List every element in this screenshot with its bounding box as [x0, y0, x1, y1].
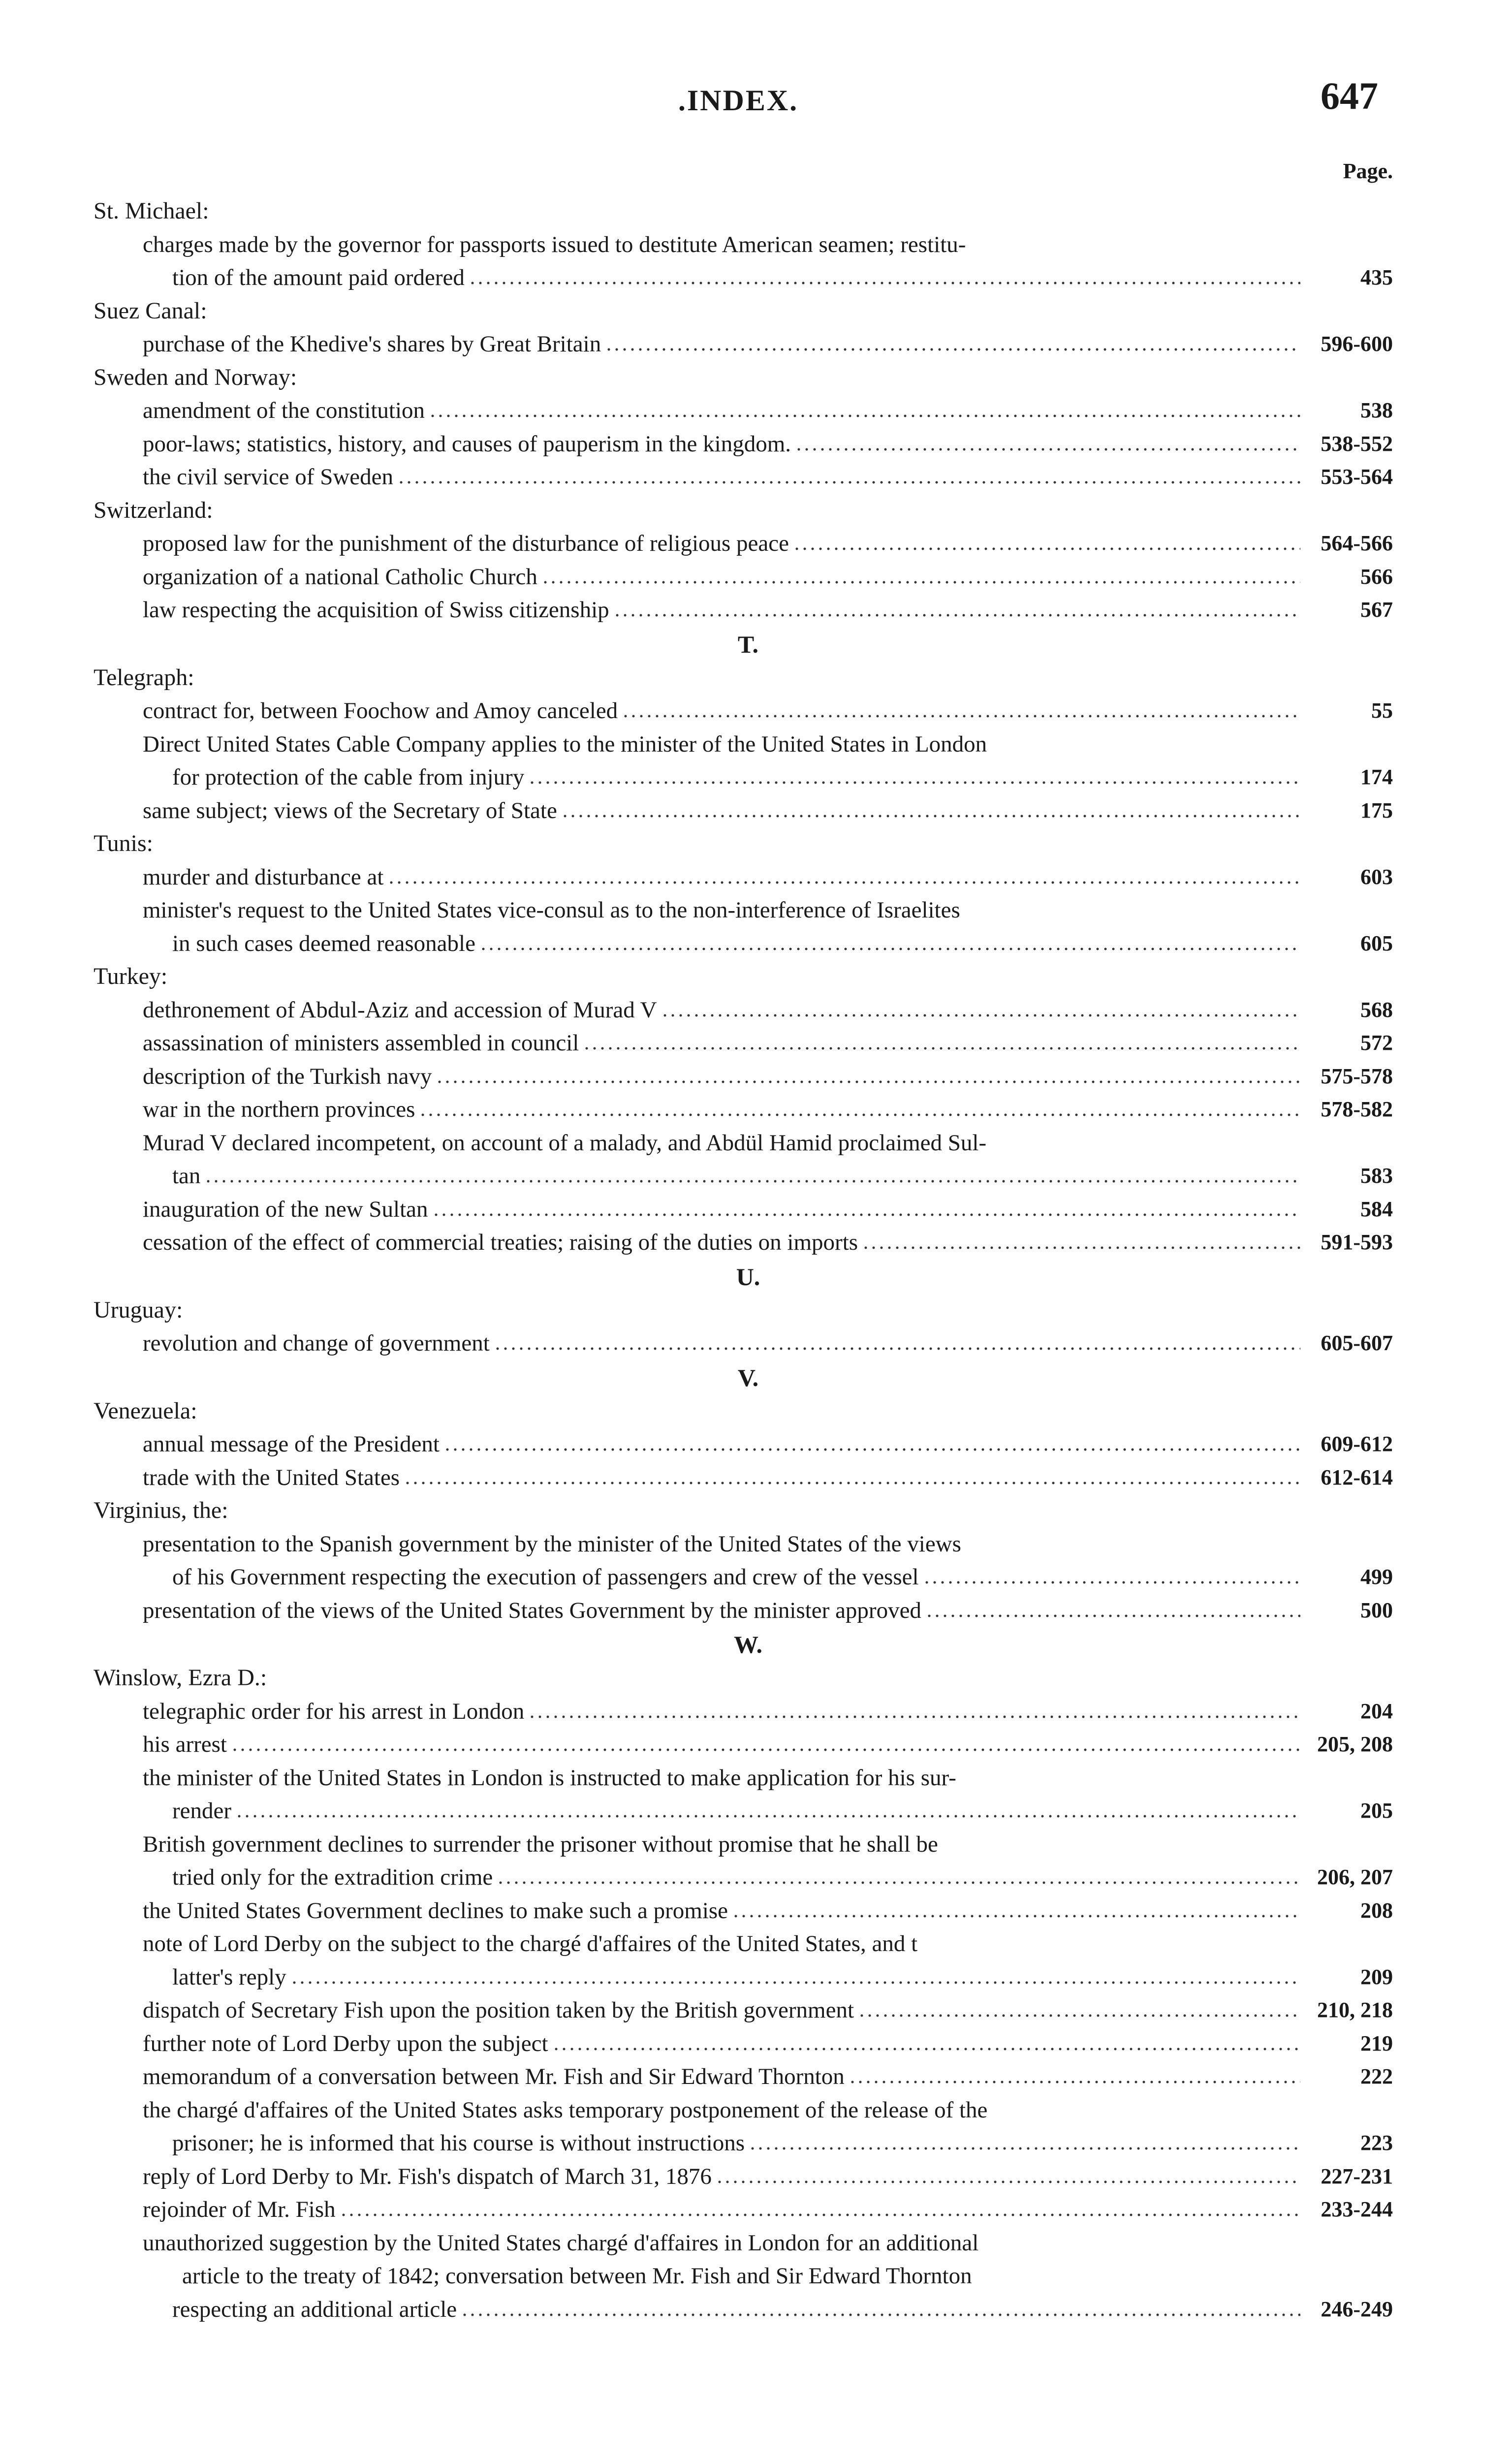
dot-leader: [461, 2313, 1300, 2317]
page-reference: 591-593: [1321, 1230, 1393, 1254]
page-reference: 222: [1360, 2064, 1393, 2088]
index-heading: Telegraph:: [94, 664, 194, 691]
index-entry-text: minister's request to the United States vice-consul as to the non-interference of Israelites: [143, 897, 960, 923]
index-entry-text: latter's reply: [172, 1964, 286, 1990]
index-entry: [143, 560, 1393, 594]
index-entry: [143, 394, 1393, 427]
dot-leader: [622, 714, 1300, 718]
index-entry-text: note of Lord Derby on the subject to the chargé d'affaires of the United States, and t: [143, 1931, 918, 1956]
section-letter: V.: [737, 1363, 759, 1391]
page-reference: 605-607: [1321, 1331, 1393, 1355]
dot-leader: [561, 814, 1300, 818]
dot-leader: [795, 447, 1300, 451]
page-reference: 227-231: [1321, 2164, 1393, 2188]
index-entry-text: prisoner; he is informed that his course is without instructions: [172, 2130, 745, 2156]
index-entry-text: the chargé d'affaires of the United States asks temporary postponement of the release of the: [143, 2097, 988, 2123]
index-entry-text: Direct United States Cable Company applies to the minister of the United States in London: [143, 731, 987, 757]
page-reference: 609-612: [1321, 1432, 1393, 1456]
index-entry-text: rejoinder of Mr. Fish: [143, 2197, 336, 2222]
page-reference: 578-582: [1321, 1097, 1393, 1121]
page-reference: 205, 208: [1317, 1732, 1393, 1756]
dot-leader: [613, 613, 1300, 617]
index-entry-text: dispatch of Secretary Fish upon the position taken by the British government: [143, 1997, 854, 2023]
index-entry: [143, 460, 1393, 494]
index-entry-text: dethronement of Abdul-Aziz and accession of Murad V: [143, 997, 657, 1023]
index-entry-text: the minister of the United States in London is instructed to make application for his sur-: [143, 1765, 956, 1791]
index-entry: [143, 1060, 1393, 1093]
dot-leader: [436, 1080, 1300, 1084]
page-reference: 55: [1371, 698, 1393, 723]
page-reference: 219: [1360, 2031, 1393, 2055]
index-entry-continuation: [172, 2293, 1393, 2326]
index-entry: [143, 1226, 1393, 1259]
index-entry-continuation: [172, 1861, 1393, 1894]
index-entry-continuation: [172, 760, 1393, 794]
dot-leader: [469, 281, 1300, 285]
index-entry: [143, 1695, 1393, 1728]
dot-leader: [235, 1814, 1300, 1818]
page-reference: 435: [1360, 265, 1393, 289]
page-reference: 566: [1360, 564, 1393, 589]
dot-leader: [397, 480, 1300, 484]
page-reference: 174: [1360, 765, 1393, 789]
index-entry-text: respecting an additional article: [172, 2296, 457, 2322]
page-reference: 584: [1360, 1197, 1393, 1221]
dot-leader: [404, 1481, 1300, 1485]
index-entry: [143, 1894, 1393, 1927]
index-entry-text: revolution and change of government: [143, 1330, 490, 1356]
page-reference: 233-244: [1321, 2197, 1393, 2221]
index-entry: [143, 327, 1393, 361]
index-entry-text: description of the Turkish navy: [143, 1063, 432, 1089]
index-heading: Tunis:: [94, 830, 153, 856]
index-heading: Switzerland:: [94, 497, 213, 523]
index-entry-text: amendment of the constitution: [143, 398, 425, 423]
index-entry-text: telegraphic order for his arrest in London: [143, 1698, 525, 1724]
section-letter: W.: [734, 1631, 762, 1658]
index-entry-text: charges made by the governor for passports issued to destitute American seamen; restitu-: [143, 231, 966, 257]
dot-leader: [419, 1113, 1300, 1117]
index-entry-text: organization of a national Catholic Church: [143, 564, 537, 590]
index-entry-text: unauthorized suggestion by the United States chargé d'affaires in London for an additional: [143, 2230, 979, 2256]
dot-leader: [231, 1748, 1300, 1752]
index-entry: [143, 2160, 1393, 2193]
page-reference: 596-600: [1321, 332, 1393, 356]
index-entry-text: same subject; views of the Secretary of State: [143, 797, 557, 823]
dot-leader: [749, 2146, 1300, 2150]
index-entry-text: reply of Lord Derby to Mr. Fish's dispatch of March 31, 1876: [143, 2163, 712, 2189]
index-entry-continuation: [172, 1159, 1393, 1193]
index-entry-text: cessation of the effect of commercial treaties; raising of the duties on imports: [143, 1230, 858, 1255]
dot-leader: [716, 2180, 1300, 2184]
page-reference: 208: [1360, 1898, 1393, 1923]
index-entry-text: memorandum of a conversation between Mr. Fish and Sir Edward Thornton: [143, 2064, 845, 2089]
index-entry-continuation: [172, 1794, 1393, 1828]
index-entry-text: article to the treaty of 1842; conversation between Mr. Fish and Sir Edward Thornton: [182, 2263, 972, 2289]
index-entry-text: proposed law for the punishment of the disturbance of religious peace: [143, 531, 789, 556]
section-letter: T.: [737, 630, 759, 658]
page-reference: 553-564: [1321, 465, 1393, 489]
dot-leader: [583, 1046, 1300, 1050]
page-reference: 564-566: [1321, 531, 1393, 555]
dot-leader: [494, 1347, 1300, 1351]
index-heading: Winslow, Ezra D.:: [94, 1665, 267, 1691]
index-entry-continuation: [172, 927, 1393, 960]
page-reference: 205: [1360, 1798, 1393, 1823]
section-letter: U.: [736, 1262, 760, 1291]
running-head-title: .INDEX.: [678, 84, 799, 117]
index-entry-text: presentation to the Spanish government by the minister of the United States of the views: [143, 1531, 961, 1557]
dot-leader: [432, 1213, 1300, 1217]
dot-leader: [793, 547, 1300, 551]
index-entry: [143, 2027, 1393, 2060]
dot-leader: [479, 947, 1300, 951]
dot-leader: [528, 1715, 1300, 1719]
index-entry: [143, 993, 1393, 1027]
index-entry: [143, 427, 1393, 461]
page-reference: 583: [1360, 1164, 1393, 1188]
index-entry: [143, 1093, 1393, 1126]
page-reference: 605: [1360, 931, 1393, 955]
index-entry: [143, 1026, 1393, 1060]
dot-leader: [290, 1981, 1300, 1985]
dot-leader: [732, 1914, 1300, 1918]
index-entry-text: British government declines to surrender the prisoner without promise that he shall be: [143, 1831, 938, 1857]
index-entry: [143, 2060, 1393, 2093]
dot-leader: [387, 881, 1300, 884]
index-heading: Sweden and Norway:: [94, 364, 297, 390]
page-reference: 568: [1360, 997, 1393, 1022]
index-entry: [143, 593, 1393, 627]
index-entry: [143, 1427, 1393, 1461]
page-reference: 575-578: [1321, 1064, 1393, 1088]
page-column-label: Page.: [1343, 159, 1393, 183]
index-heading: Venezuela:: [94, 1397, 197, 1424]
dot-leader: [429, 414, 1300, 418]
index-entry: [143, 1461, 1393, 1494]
dot-leader: [497, 1881, 1300, 1885]
index-entry-text: assassination of ministers assembled in council: [143, 1030, 579, 1056]
page-reference: 209: [1360, 1964, 1393, 1989]
index-heading: St. Michael:: [94, 198, 209, 224]
dot-leader: [204, 1179, 1300, 1183]
index-entry-text: poor-laws; statistics, history, and causes of pauperism in the kingdom.: [143, 431, 791, 457]
page-number: 647: [1321, 74, 1378, 117]
index-entry-text: presentation of the views of the United States Government by the minister approved: [143, 1597, 921, 1623]
index-entry: [143, 1728, 1393, 1761]
index-entry-text: law respecting the acquisition of Swiss citizenship: [143, 597, 609, 623]
index-entry: [143, 2193, 1393, 2226]
index-entry: [143, 1326, 1393, 1360]
index-entry-text: trade with the United States: [143, 1464, 400, 1490]
index-entry: [143, 1193, 1393, 1226]
dot-leader: [552, 2047, 1300, 2051]
index-heading: Uruguay:: [94, 1296, 183, 1323]
page-reference: 499: [1360, 1565, 1393, 1589]
page-reference: 612-614: [1321, 1465, 1393, 1489]
dot-leader: [661, 1013, 1300, 1017]
page-reference: 246-249: [1321, 2297, 1393, 2321]
index-entry-continuation: [172, 1560, 1393, 1594]
dot-leader: [443, 1448, 1300, 1451]
page-reference: 175: [1360, 798, 1393, 822]
index-entry-text: war in the northern provinces: [143, 1097, 415, 1122]
page-reference: 567: [1360, 598, 1393, 622]
index-entry-text: tan: [172, 1163, 201, 1189]
index-entry-text: of his Government respecting the execution of passengers and crew of the vessel: [172, 1564, 919, 1590]
dot-leader: [340, 2213, 1300, 2217]
index-entry-text: further note of Lord Derby upon the subject: [143, 2030, 548, 2056]
index-entry-text: purchase of the Khedive's shares by Great Britain: [143, 331, 601, 357]
index-entry: [143, 1594, 1393, 1627]
index-entry-text: tion of the amount paid ordered: [172, 265, 465, 290]
page-reference: 538-552: [1321, 431, 1393, 456]
index-entry-text: inauguration of the new Sultan: [143, 1196, 428, 1222]
index-entry-text: annual message of the President: [143, 1431, 440, 1457]
dot-leader: [605, 347, 1300, 351]
index-entry-text: the United States Government declines to make such a promise: [143, 1897, 728, 1924]
page-reference: 206, 207: [1317, 1865, 1393, 1889]
index-entry-text: Murad V declared incompetent, on account of a malady, and Abdül Hamid proclaimed Sul-: [143, 1130, 987, 1156]
page-reference: 210, 218: [1317, 1998, 1393, 2022]
index-entry-continuation: [172, 261, 1393, 294]
index-entry-text: the civil service of Sweden: [143, 464, 393, 490]
index-entry-text: for protection of the cable from injury: [172, 764, 525, 790]
page-reference: 500: [1360, 1598, 1393, 1622]
index-entry: [143, 1993, 1393, 2027]
index-entry: [143, 527, 1393, 560]
page-reference: 204: [1360, 1699, 1393, 1723]
dot-leader: [528, 781, 1300, 785]
index-entry-text: contract for, between Foochow and Amoy canceled: [143, 698, 618, 724]
index-entry: [143, 694, 1393, 727]
index-entry-text: in such cases deemed reasonable: [172, 930, 475, 956]
index-entry: [143, 860, 1393, 894]
index-entry-text: tried only for the extradition crime: [172, 1864, 493, 1890]
page-reference: 538: [1360, 398, 1393, 422]
index-heading: Suez Canal:: [94, 297, 207, 324]
page-reference: 603: [1360, 864, 1393, 889]
index-heading: Turkey:: [94, 963, 168, 989]
index-entry-continuation: [172, 1960, 1393, 1994]
dot-leader: [541, 580, 1300, 584]
page-reference: 572: [1360, 1031, 1393, 1055]
index-entry: [143, 794, 1393, 827]
index-entry-text: murder and disturbance at: [143, 864, 384, 890]
index-entry-text: his arrest: [143, 1732, 227, 1757]
index-heading: Virginius, the:: [94, 1497, 228, 1523]
index-entry-text: render: [172, 1798, 232, 1824]
index-entry-continuation: [172, 2126, 1393, 2160]
page-reference: 223: [1360, 2131, 1393, 2155]
